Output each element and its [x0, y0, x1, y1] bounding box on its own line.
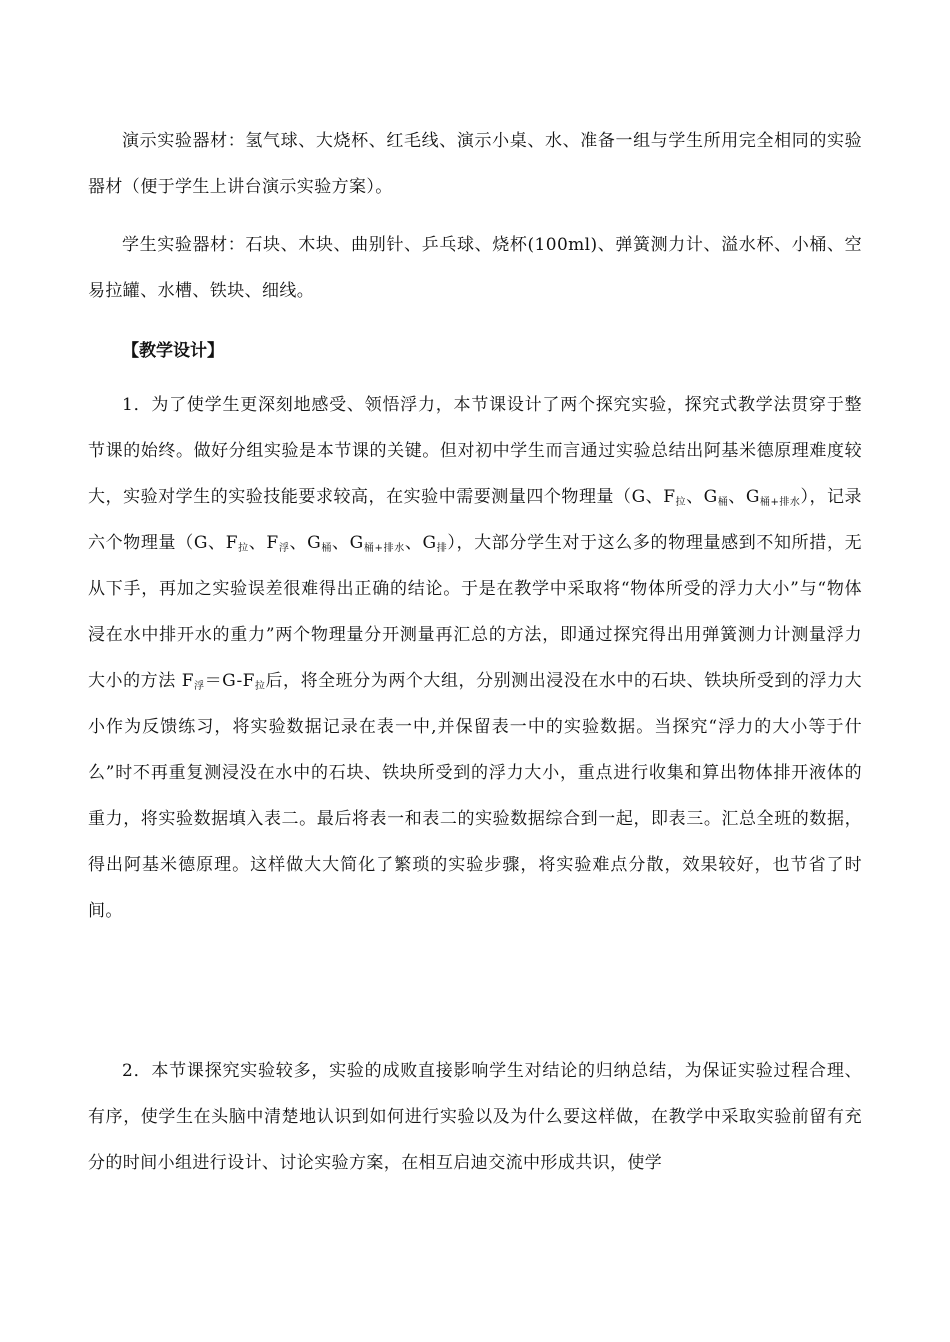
- demo-materials-paragraph: 演示实验器材：氢气球、大烧杯、红毛线、演示小桌、水、准备一组与学生所用完全相同的实验器材（便于学生上讲台演示实验方案）。: [88, 131, 862, 197]
- design-paragraph-2: 2．本节课探究实验较多，实验的成败直接影响学生对结论的归纳总结，为保证实验过程合理、有序，使学生在头脑中清楚地认识到如何进行实验以及为什么要这样做，在教学中采取实验前留有充分的时间小组进行设计、讨论实验方案，在相互启迪交流中形成共识，使学: [88, 1061, 862, 1173]
- student-materials-paragraph: 学生实验器材：石块、木块、曲别针、乒乓球、烧杯(100ml)、弹簧测力计、溢水杯、小桶、空易拉罐、水槽、铁块、细线。: [88, 235, 862, 301]
- teaching-design-heading: 【教学设计】: [122, 341, 224, 361]
- design-paragraph-1: 1．为了使学生更深刻地感受、领悟浮力，本节课设计了两个探究实验，探究式教学法贯穿于整节课的始终。做好分组实验是本节课的关键。但对初中学生而言通过实验总结出阿基米德原理难度较大，实验对学生的实验技能要求较高，在实验中需要测量四个物理量（G、$F_拉$、$G_桶$、$G_{桶+排水}$），记录六个物理量（G、$F_拉$、$F_浮$、$G_桶$、$G_{桶+排水}$、$G_排$），大部分学生对于这么多的物理量感到不知所措，无从下手，再加之实验误差很难得出正确的结论。于是在教学中采取将“物体所受的浮力大小”与“物体浸在水中排开水的重力”两个物理量分开测量再汇总的方法，即通过探究得出用弹簧测力计测量浮力大小的方法 $F_浮=G-F_拉$后，将全班分为两个大组，分别测出浸没在水中的石块、铁块所受到的浮力大小作为反馈练习，将实验数据记录在表一中,并保留表一中的实验数据。当探究“浮力的大小等于什么”时不再重复测浸没在水中的石块、铁块所受到的浮力大小，重点进行收集和算出物体排开液体的重力，将实验数据填入表二。最后将表一和表二的实验数据综合到一起，即表三。汇总全班的数据，得出阿基米德原理。这样做大大简化了繁琐的实验步骤，将实验难点分散，效果较好，也节省了时间。: [88, 395, 862, 921]
